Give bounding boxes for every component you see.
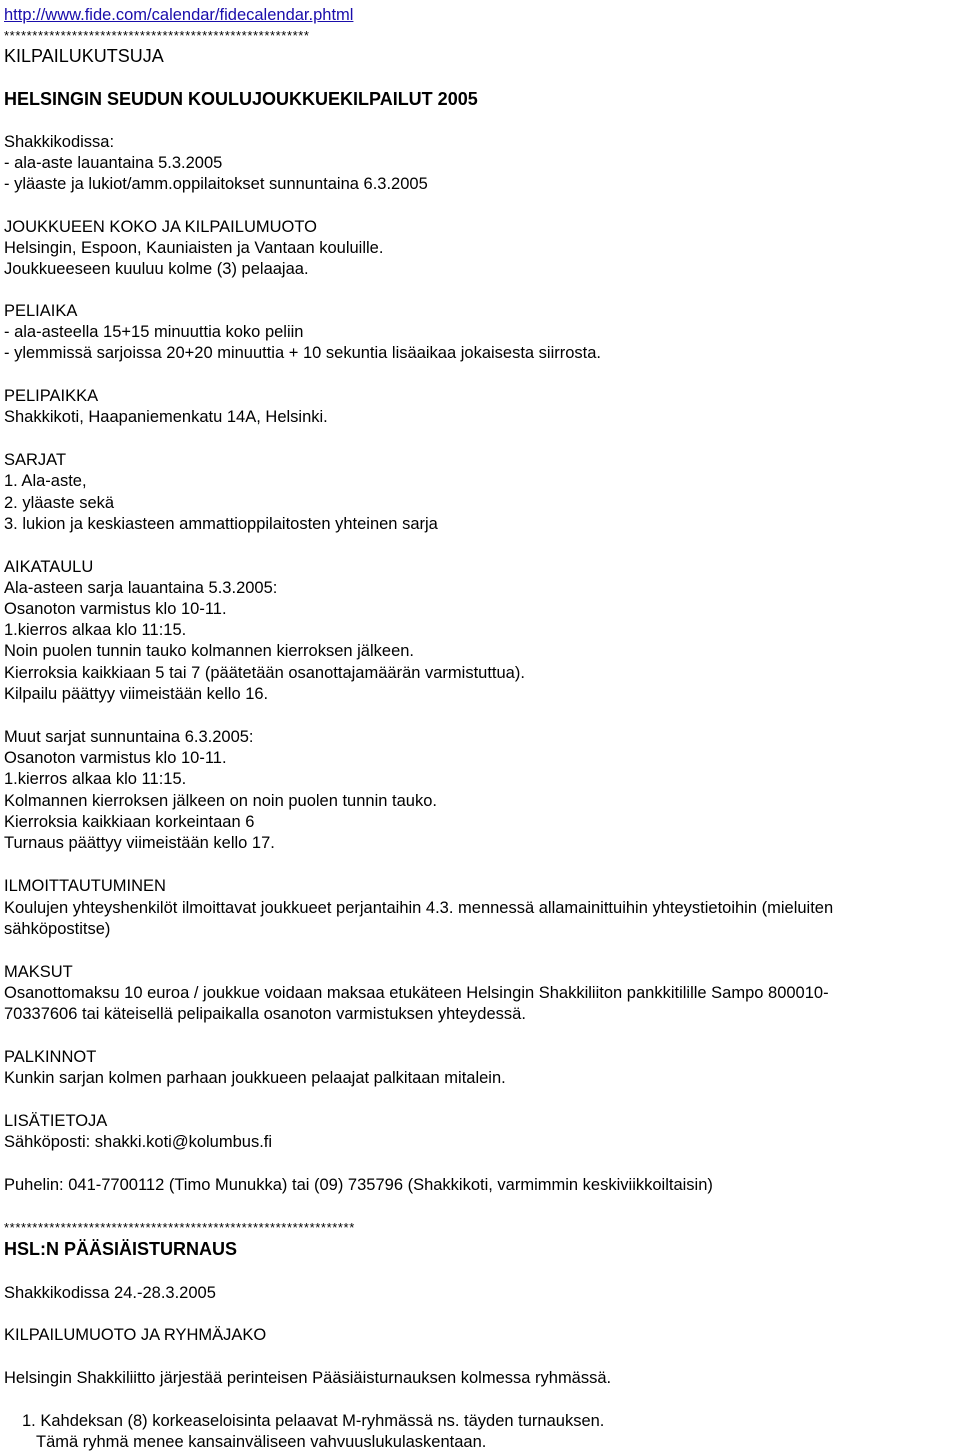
section-heading-fees: MAKSUT	[4, 963, 73, 981]
venue-line: - ala-aste lauantaina 5.3.2005	[4, 154, 223, 172]
easter-title: HSL:N PÄÄSIÄISTURNAUS	[4, 1239, 238, 1259]
group-list-item: 1. Kahdeksan (8) korkeaseloisinta pelaavat M-ryhmässä ns. täyden turnauksen.	[22, 1412, 605, 1430]
section-heading-place: PELIPAIKKA	[4, 387, 99, 405]
schedule-line: 1.kierros alkaa klo 11:15.	[4, 621, 187, 639]
easter-date: Shakkikodissa 24.-28.3.2005	[4, 1284, 216, 1302]
team-line: Joukkueeseen kuuluu kolme (3) pelaajaa.	[4, 260, 309, 278]
schedule-line: Osanoton varmistus klo 10-11.	[4, 749, 227, 767]
section-heading-format: KILPAILUMUOTO JA RYHMÄJAKO	[4, 1326, 267, 1344]
registration-line: Koulujen yhteyshenkilöt ilmoittavat joukkueet perjantaihin 4.3. mennessä allamainittuihin yhteystietoihin (mieluiten	[4, 899, 834, 917]
invite-heading: KILPAILUKUTSUJA	[4, 46, 164, 66]
group-list-item-continuation: Tämä ryhmä menee kansainväliseen vahvuuslukulaskentaan.	[36, 1433, 487, 1451]
time-line: - ylemmissä sarjoissa 20+20 minuuttia + 10 sekuntia lisäaikaa jokaisesta siirrosta.	[4, 344, 602, 362]
section-heading-schedule: AIKATAULU	[4, 558, 94, 576]
fees-line: 70337606 tai käteisellä pelipaikalla osanoton varmistuksen yhteydessä.	[4, 1005, 526, 1023]
schedule-line: Noin puolen tunnin tauko kolmannen kierroksen jälkeen.	[4, 642, 415, 660]
venue-line: - yläaste ja lukiot/amm.oppilaitokset sunnuntaina 6.3.2005	[4, 175, 428, 193]
schedule-line: Turnaus päättyy viimeistään kello 17.	[4, 834, 275, 852]
fees-line: Osanottomaksu 10 euroa / joukkue voidaan maksaa etukäteen Helsingin Shakkiliiton pankkitilille Sampo 800010-	[4, 984, 829, 1002]
section-heading-prizes: PALKINNOT	[4, 1048, 97, 1066]
section-heading-info: LISÄTIETOJA	[4, 1112, 108, 1130]
series-item: 2. yläaste sekä	[4, 494, 115, 512]
prizes-line: Kunkin sarjan kolmen parhaan joukkueen pelaajat palkitaan mitalein.	[4, 1069, 506, 1087]
contact-email: Sähköposti: shakki.koti@kolumbus.fi	[4, 1133, 273, 1151]
schedule-line: Ala-asteen sarja lauantaina 5.3.2005:	[4, 579, 278, 597]
schedule-line: Osanoton varmistus klo 10-11.	[4, 600, 227, 618]
time-line: - ala-asteella 15+15 minuuttia koko peliin	[4, 323, 304, 341]
team-line: Helsingin, Espoon, Kauniaisten ja Vantaan kouluille.	[4, 239, 384, 257]
registration-line: sähköpostitse)	[4, 920, 111, 938]
source-url-link[interactable]: http://www.fide.com/calendar/fidecalendar.phtml	[4, 6, 354, 24]
contact-phone: Puhelin: 041-7700112 (Timo Munukka) tai (09) 735796 (Shakkikoti, varmimmin keskiviikkoiltaisin)	[4, 1176, 713, 1194]
section-heading-registration: ILMOITTAUTUMINEN	[4, 877, 166, 895]
series-item: 3. lukion ja keskiasteen ammattioppilaitosten yhteinen sarja	[4, 515, 438, 533]
schedule-line: 1.kierros alkaa klo 11:15.	[4, 770, 187, 788]
schedule-line: Kierroksia kaikkiaan korkeintaan 6	[4, 813, 255, 831]
section-heading-series: SARJAT	[4, 451, 67, 469]
schedule-line: Kilpailu päättyy viimeistään kello 16.	[4, 685, 269, 703]
series-item: 1. Ala-aste,	[4, 472, 87, 490]
section-heading-time: PELIAIKA	[4, 302, 78, 320]
schedule-line: Muut sarjat sunnuntaina 6.3.2005:	[4, 728, 254, 746]
schedule-line: Kierroksia kaikkiaan 5 tai 7 (päätetään osanottajamäärän varmistuttua).	[4, 664, 525, 682]
place-line: Shakkikoti, Haapaniemenkatu 14A, Helsinki.	[4, 408, 328, 426]
section-heading-team: JOUKKUEEN KOKO JA KILPAILUMUOTO	[4, 218, 317, 236]
page-title: HELSINGIN SEUDUN KOULUJOUKKUEKILPAILUT 2005	[4, 89, 478, 109]
venue-label: Shakkikodissa:	[4, 133, 115, 151]
star-separator-top: ******************************************************	[4, 28, 310, 43]
easter-intro: Helsingin Shakkiliitto järjestää perinteisen Pääsiäisturnauksen kolmessa ryhmässä.	[4, 1369, 612, 1387]
star-separator: **************************************************************	[4, 1220, 355, 1235]
schedule-line: Kolmannen kierroksen jälkeen on noin puolen tunnin tauko.	[4, 792, 437, 810]
